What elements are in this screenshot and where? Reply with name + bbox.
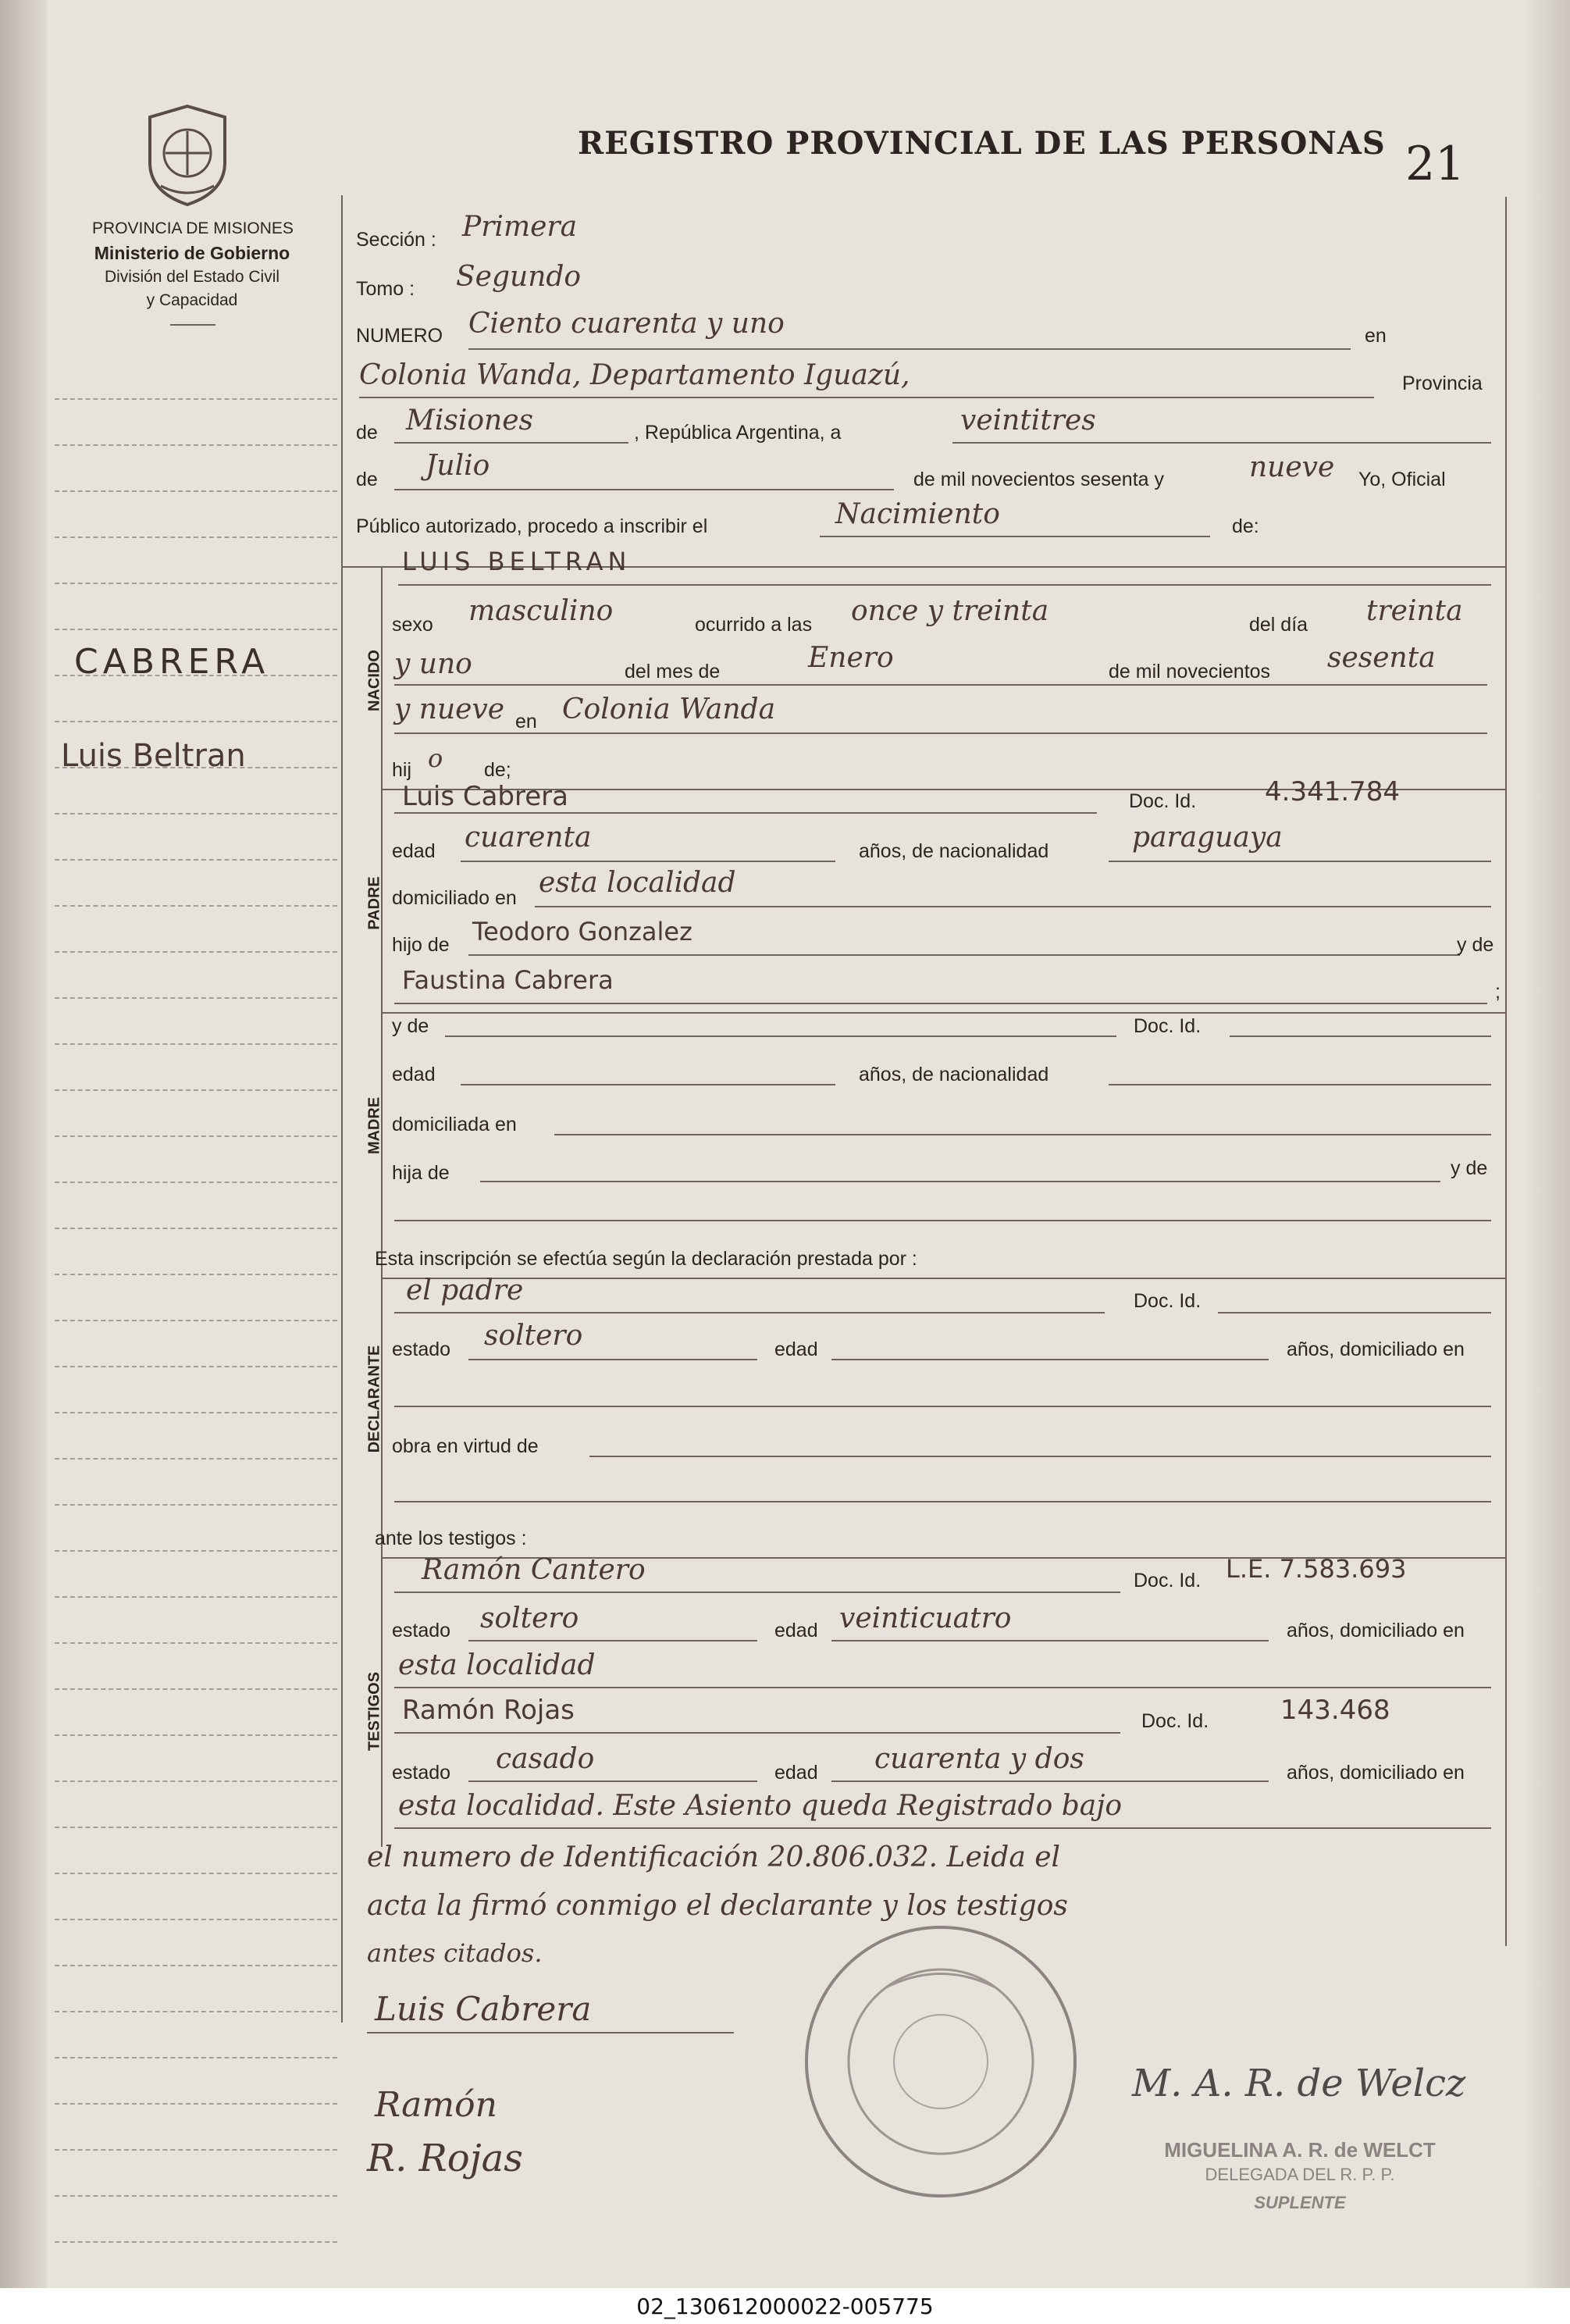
test1-value: Ramón Cantero: [422, 1554, 646, 1586]
official-status: SUPLENTE: [1254, 2193, 1346, 2212]
dia-nac2-value: y uno: [394, 648, 472, 680]
madre-dom-line: [554, 1134, 1491, 1135]
binding-shadow: [0, 0, 47, 2288]
decl-anos-label: años, domiciliado en: [1287, 1338, 1465, 1360]
padre-domiciliado-label: domiciliado en: [392, 887, 517, 909]
decl-dom-line: [394, 1406, 1491, 1407]
en-label: en: [1365, 325, 1387, 347]
firma-testigo-2: R. Rojas: [367, 2137, 523, 2180]
padre-y-de-value: Faustina Cabrera: [402, 965, 614, 995]
obs1-line: [394, 1827, 1491, 1829]
declarante-top-line: [381, 1278, 1505, 1279]
margin-given-names: Luis Beltran: [61, 738, 246, 774]
del-dia-label: del día: [1249, 614, 1308, 636]
margin-rule-line: [55, 1734, 337, 1736]
margin-rule-line: [55, 1412, 337, 1413]
acto-line: [820, 536, 1210, 537]
mes-line: [394, 489, 894, 490]
decl-estado-label: estado: [392, 1338, 451, 1360]
test1-estado-line: [468, 1640, 757, 1641]
test1-edad-label: edad: [774, 1620, 818, 1641]
hora-value: once y treinta: [851, 595, 1049, 627]
obra-line: [589, 1456, 1491, 1457]
margin-rule-line: [55, 536, 337, 538]
obra-line-2: [394, 1501, 1491, 1502]
decl-doc-label: Doc. Id.: [1134, 1290, 1202, 1312]
padre-y-de-line: [394, 1003, 1487, 1004]
official-round-stamp: [792, 1913, 1089, 2210]
inscripcion-label: Esta inscripción se efectúa según la declaración prestada por :: [375, 1248, 917, 1270]
test2-edad-line: [831, 1780, 1269, 1782]
del-mes-label: del mes de: [625, 661, 721, 683]
obs-line-2: el numero de Identificación 20.806.032. Leida el: [367, 1841, 1061, 1873]
padre-anos-label: años, de nacionalidad: [859, 840, 1049, 862]
section-divider-line: [381, 566, 383, 1847]
margin-rule-line: [55, 767, 337, 768]
margin-rule-line: [55, 1873, 337, 1874]
mil-novecientos-label: de mil novecientos: [1109, 661, 1271, 683]
test1-line: [394, 1592, 1120, 1593]
section-declarante: DECLARANTE: [365, 1345, 383, 1453]
declarante-line: [394, 1312, 1105, 1313]
margin-rule-line: [55, 2149, 337, 2151]
test1-dom-line: [394, 1687, 1491, 1688]
padre-nac-value: paraguaya: [1132, 822, 1283, 854]
numero-label: NUMERO: [356, 325, 443, 347]
tomo-value: Segundo: [456, 261, 582, 293]
lugar-nac-value: Colonia Wanda: [562, 693, 776, 725]
test1-estado-label: estado: [392, 1620, 451, 1641]
ocurrido-label: ocurrido a las: [695, 614, 813, 636]
padre-dom-line: [535, 906, 1491, 907]
yo-oficial-label: Yo, Oficial: [1358, 469, 1446, 490]
nombre-line: [398, 584, 1491, 586]
de-label: de: [356, 422, 378, 444]
obra-label: obra en virtud de: [392, 1435, 539, 1457]
dia-nac-value: treinta: [1366, 595, 1463, 627]
numero-value: Ciento cuarenta y uno: [468, 308, 785, 340]
mil-sesenta-label: de mil novecientos sesenta y: [913, 469, 1165, 490]
page-number: 21: [1405, 137, 1465, 191]
acto-value: Nacimiento: [835, 498, 1000, 530]
margin-rule-line: [55, 2241, 337, 2243]
decl-estado-value: soltero: [484, 1320, 583, 1352]
ministry-underline: [170, 324, 215, 326]
coat-of-arms-icon: [133, 100, 242, 209]
madre-hija-de-label: hija de: [392, 1162, 450, 1184]
margin-rule-line: [55, 1688, 337, 1690]
ministry-line-1: PROVINCIA DE MISIONES: [92, 219, 294, 237]
margin-rule-line: [55, 2011, 337, 2012]
padre-edad-label: edad: [392, 840, 436, 862]
test1-dom-value: esta localidad: [398, 1649, 596, 1681]
madre-y-de2-label: y de: [1451, 1157, 1488, 1179]
official-role: DELEGADA DEL R. P. P.: [1205, 2165, 1395, 2184]
margin-rule-line: [55, 1182, 337, 1183]
ministry-line-2: Ministerio de Gobierno: [94, 243, 290, 263]
test2-anos-label: años, domiciliado en: [1287, 1762, 1465, 1784]
firma-declarante: Luis Cabrera: [375, 1990, 592, 2028]
firma-testigo-1: Ramón: [375, 2085, 497, 2125]
de-colon-label: de:: [1232, 515, 1259, 537]
margin-rule-line: [55, 1642, 337, 1644]
margin-rule-line: [55, 1965, 337, 1966]
seccion-label: Sección :: [356, 229, 436, 251]
obs-line-4: antes citados.: [367, 1938, 543, 1968]
sexo-label: sexo: [392, 614, 433, 636]
mes-nac-value: Enero: [808, 642, 894, 674]
image-caption: 02_130612000022-005775: [636, 2293, 934, 2319]
margin-rule-line: [55, 2057, 337, 2058]
mes-value: Julio: [425, 450, 490, 482]
padre-doc-value: 4.341.784: [1265, 776, 1401, 807]
lugar-value: Colonia Wanda, Departamento Iguazú,: [359, 359, 910, 391]
margin-surname: CABRERA: [74, 642, 270, 682]
madre-edad-label: edad: [392, 1064, 436, 1085]
margin-rule-line: [55, 1043, 337, 1045]
margin-rule-line: [55, 629, 337, 630]
page-edge-shadow: [1523, 0, 1570, 2288]
publico-label: Público autorizado, procedo a inscribir el: [356, 515, 708, 537]
frame-right-line: [1505, 197, 1507, 1946]
test2-doc-value: 143.468: [1280, 1695, 1390, 1726]
margin-rule-line: [55, 1458, 337, 1460]
decl-estado-line: [468, 1359, 757, 1360]
padre-hijo-de-line: [468, 954, 1460, 956]
margin-rule-line: [55, 1919, 337, 1920]
margin-rule-line: [55, 1135, 337, 1137]
firma-oficial: M. A. R. de Welcz: [1132, 2062, 1466, 2105]
madre-bottom-line: [394, 1220, 1491, 1221]
decl-edad-label: edad: [774, 1338, 818, 1360]
de2-label: de: [356, 469, 378, 490]
margin-rule-line: [55, 398, 337, 400]
caption-bar: [0, 2288, 1570, 2324]
decl-edad-line: [831, 1359, 1269, 1360]
margin-rule-line: [55, 905, 337, 907]
numero-line: [468, 348, 1351, 350]
page-title: REGISTRO PROVINCIAL DE LAS PERSONAS: [578, 125, 1386, 162]
ministry-line-4: y Capacidad: [146, 291, 238, 309]
test1-estado-value: soltero: [480, 1602, 579, 1634]
declarante-value: el padre: [406, 1274, 524, 1306]
frame-left-line: [341, 195, 343, 2023]
test1-edad-line: [831, 1640, 1269, 1641]
decl-doc-line: [1218, 1312, 1491, 1313]
margin-rule-line: [55, 997, 337, 999]
madre-nac-line: [1109, 1084, 1491, 1085]
margin-rule-line: [55, 1596, 337, 1598]
margin-rule-line: [55, 1780, 337, 1782]
dia-line: [952, 442, 1491, 444]
margin-rule-line: [55, 490, 337, 492]
test2-estado-line: [468, 1780, 757, 1782]
anio-nac2-value: y nueve: [394, 693, 505, 725]
obs-line-3: acta la firmó conmigo el declarante y los testigos: [367, 1890, 1068, 1922]
madre-domiciliada-label: domiciliada en: [392, 1114, 517, 1135]
provincia-value: Misiones: [406, 405, 534, 437]
ministry-line-3: División del Estado Civil: [104, 268, 280, 286]
anio-nac-value: sesenta: [1327, 642, 1436, 674]
madre-hija-de-line: [480, 1181, 1440, 1182]
margin-rule-line: [55, 2103, 337, 2105]
section-testigos: TESTIGOS: [365, 1671, 383, 1752]
dia-value: veintitres: [960, 405, 1096, 437]
hijo-suffix-value: o: [428, 743, 443, 773]
margin-rule-line: [55, 813, 337, 814]
test2-edad-label: edad: [774, 1762, 818, 1784]
padre-nombre-value: Luis Cabrera: [402, 781, 568, 812]
madre-anos-label: años, de nacionalidad: [859, 1064, 1049, 1085]
padre-nac-line: [1109, 861, 1491, 862]
section-madre: MADRE: [365, 1096, 383, 1155]
test2-edad-value: cuarenta y dos: [874, 1743, 1084, 1775]
margin-rule-line: [55, 1550, 337, 1552]
padre-hijo-de-value: Teodoro Gonzalez: [472, 917, 692, 946]
en-nac-label: en: [515, 711, 537, 732]
section-padre: PADRE: [365, 876, 383, 930]
tomo-label: Tomo :: [356, 278, 415, 300]
margin-rule-line: [55, 1274, 337, 1275]
madre-doc-line: [1230, 1035, 1491, 1037]
test1-anos-label: años, domiciliado en: [1287, 1620, 1465, 1641]
padre-edad-value: cuarenta: [465, 822, 592, 854]
margin-rule-line: [55, 1366, 337, 1367]
obs-line-1: esta localidad. Este Asiento queda Registrado bajo: [398, 1790, 1123, 1822]
margin-rule-line: [55, 444, 337, 446]
seccion-value: Primera: [462, 211, 578, 243]
test2-value: Ramón Rojas: [402, 1695, 575, 1726]
padre-hijo-de-label: hijo de: [392, 934, 450, 956]
provincia-line: [394, 442, 628, 444]
test1-doc-label: Doc. Id.: [1134, 1570, 1202, 1592]
madre-doc-label: Doc. Id.: [1134, 1015, 1202, 1037]
padre-semicolon: ;: [1495, 981, 1501, 1003]
test2-line: [394, 1732, 1120, 1734]
margin-rule-line: [55, 1504, 337, 1506]
firma-declarante-line: [367, 2032, 734, 2034]
margin-rule-line: [55, 1827, 337, 1828]
padre-doc-label: Doc. Id.: [1129, 790, 1197, 812]
sexo-value: masculino: [468, 595, 614, 627]
nombre-value: LUIS BELTRAN: [402, 547, 632, 576]
republica-label: , República Argentina, a: [634, 422, 842, 444]
provincia-label: Provincia: [1402, 372, 1483, 394]
margin-rule-line: [55, 859, 337, 861]
anio-value: nueve: [1249, 451, 1335, 483]
lugar-line: [359, 397, 1374, 398]
margin-rule-line: [55, 675, 337, 676]
test2-estado-value: casado: [496, 1743, 595, 1775]
test2-estado-label: estado: [392, 1762, 451, 1784]
madre-top-line: [381, 1012, 1505, 1014]
test1-doc-value: L.E. 7.583.693: [1226, 1554, 1407, 1584]
lugar-nac-line: [394, 732, 1487, 734]
margin-rule-line: [55, 1228, 337, 1229]
margin-rule-line: [55, 721, 337, 722]
padre-y-de-label: y de: [1457, 934, 1494, 956]
hijo-label: hij: [392, 759, 412, 781]
margin-rule-line: [55, 2195, 337, 2197]
margin-rule-line: [55, 583, 337, 584]
margin-rule-line: [55, 951, 337, 953]
test1-edad-value: veinticuatro: [839, 1602, 1012, 1634]
padre-edad-line: [461, 861, 835, 862]
test2-doc-label: Doc. Id.: [1141, 1710, 1209, 1732]
padre-nombre-line: [394, 812, 1097, 814]
madre-y-de-line: [445, 1035, 1116, 1037]
padre-dom-value: esta localidad: [539, 867, 736, 899]
mes-nac-line: [394, 684, 1487, 686]
official-name: MIGUELINA A. R. de WELCT: [1164, 2138, 1436, 2162]
margin-rule-line: [55, 1320, 337, 1321]
madre-edad-line: [461, 1084, 835, 1085]
ante-testigos-label: ante los testigos :: [375, 1527, 527, 1549]
margin-rule-line: [55, 1089, 337, 1091]
madre-y-de-label: y de: [392, 1015, 429, 1037]
section-nacido: NACIDO: [365, 650, 383, 711]
de-semicolon-label: de;: [484, 759, 511, 781]
